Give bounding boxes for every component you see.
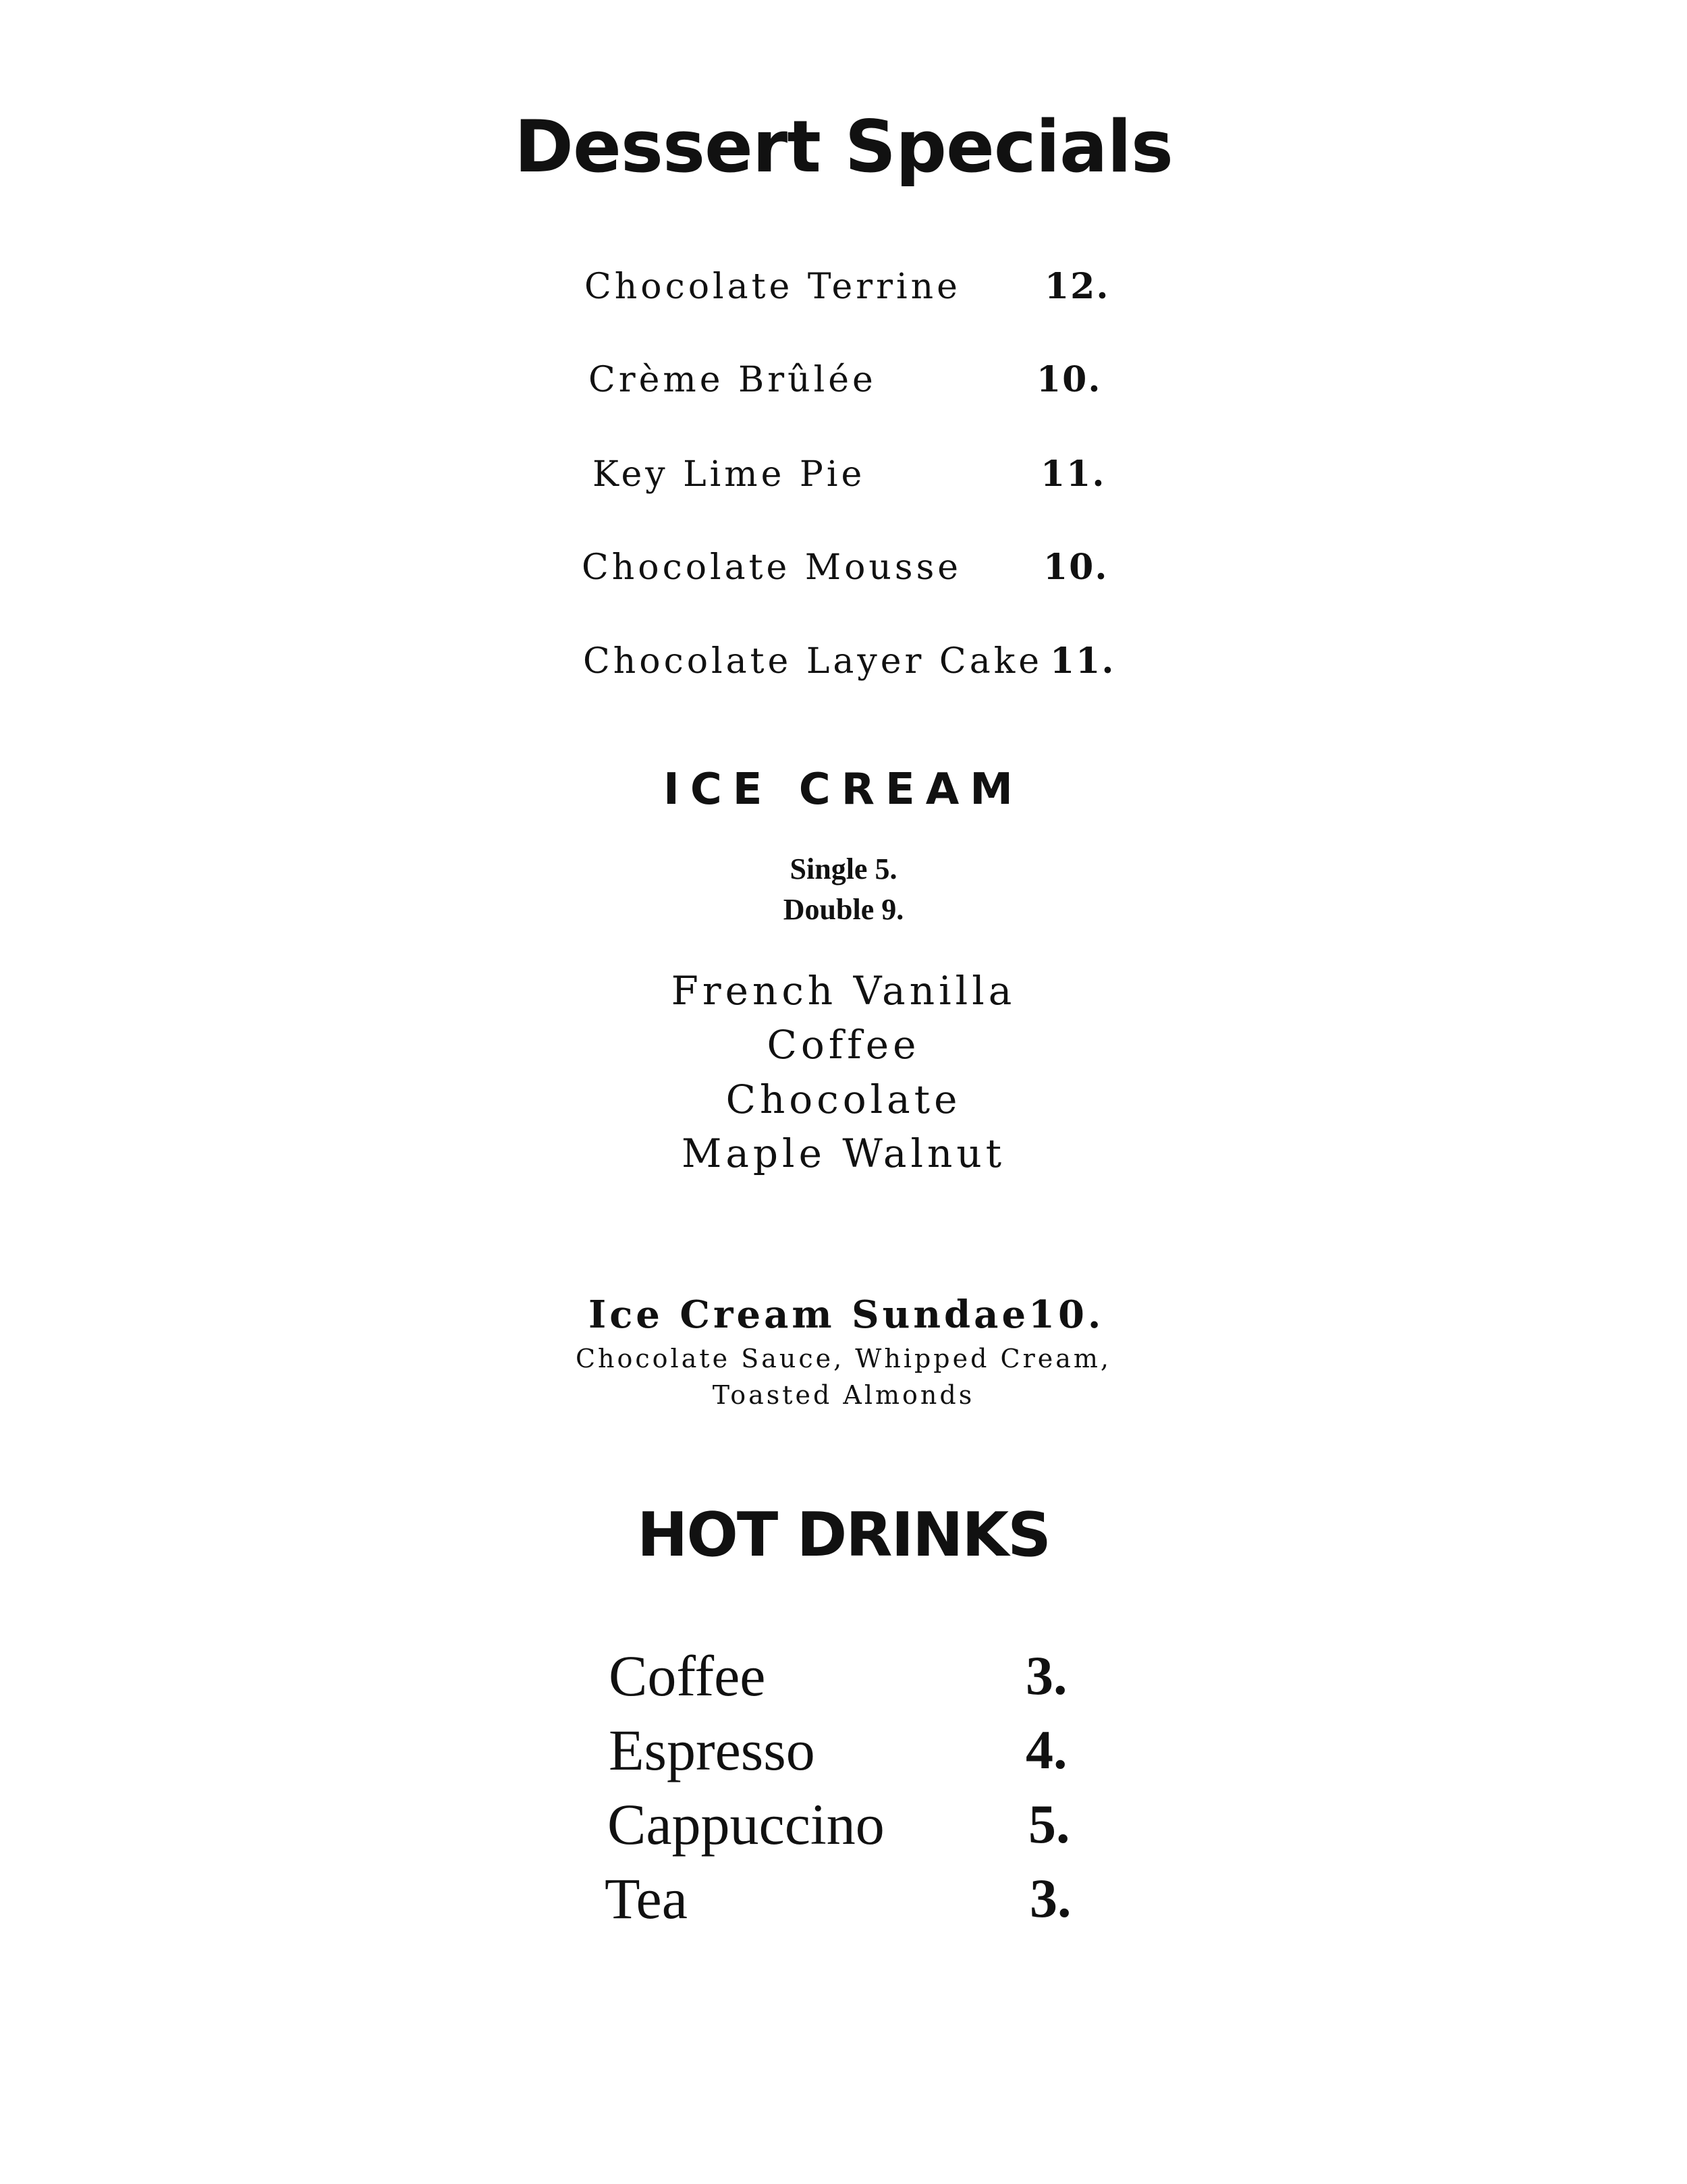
drink-price: 4. (1026, 1719, 1068, 1780)
flavor-item: Coffee (767, 1022, 920, 1068)
sundae-price: 10. (1028, 1292, 1105, 1337)
dessert-price: 11. (1050, 640, 1115, 682)
dessert-name: Chocolate Terrine (584, 267, 961, 307)
sundae-description: Toasted Almonds (712, 1380, 975, 1410)
drink-price: 3. (1030, 1867, 1072, 1929)
drink-name: Coffee (609, 1643, 766, 1708)
drink-name: Tea (605, 1866, 688, 1931)
dessert-name: Key Lime Pie (592, 454, 866, 495)
flavor-item: French Vanilla (671, 968, 1016, 1014)
flavor-item: Maple Walnut (681, 1130, 1006, 1176)
drink-name: Cappuccino (607, 1792, 885, 1857)
drink-name: Espresso (609, 1718, 815, 1782)
dessert-name: Crème Brûlée (588, 360, 877, 400)
dessert-price: 12. (1045, 266, 1110, 307)
page-title: Dessert Specials (514, 105, 1173, 188)
dessert-price: 11. (1041, 454, 1106, 495)
drink-price: 3. (1026, 1645, 1068, 1706)
dessert-name: Chocolate Mousse (582, 547, 962, 588)
double-scoop-price: Double 9. (783, 893, 904, 926)
dessert-name: Chocolate Layer Cake (583, 641, 1043, 682)
sundae-description: Chocolate Sauce, Whipped Cream, (575, 1344, 1112, 1373)
ice-cream-heading: ICE CREAM (663, 765, 1024, 815)
single-scoop-price: Single 5. (790, 852, 897, 885)
drink-price: 5. (1028, 1793, 1070, 1855)
dessert-price: 10. (1036, 359, 1102, 400)
hot-drinks-heading: HOT DRINKS (637, 1500, 1050, 1571)
dessert-price: 10. (1043, 547, 1109, 588)
flavor-item: Chocolate (725, 1076, 962, 1122)
sundae-name: Ice Cream Sundae (588, 1292, 1030, 1337)
